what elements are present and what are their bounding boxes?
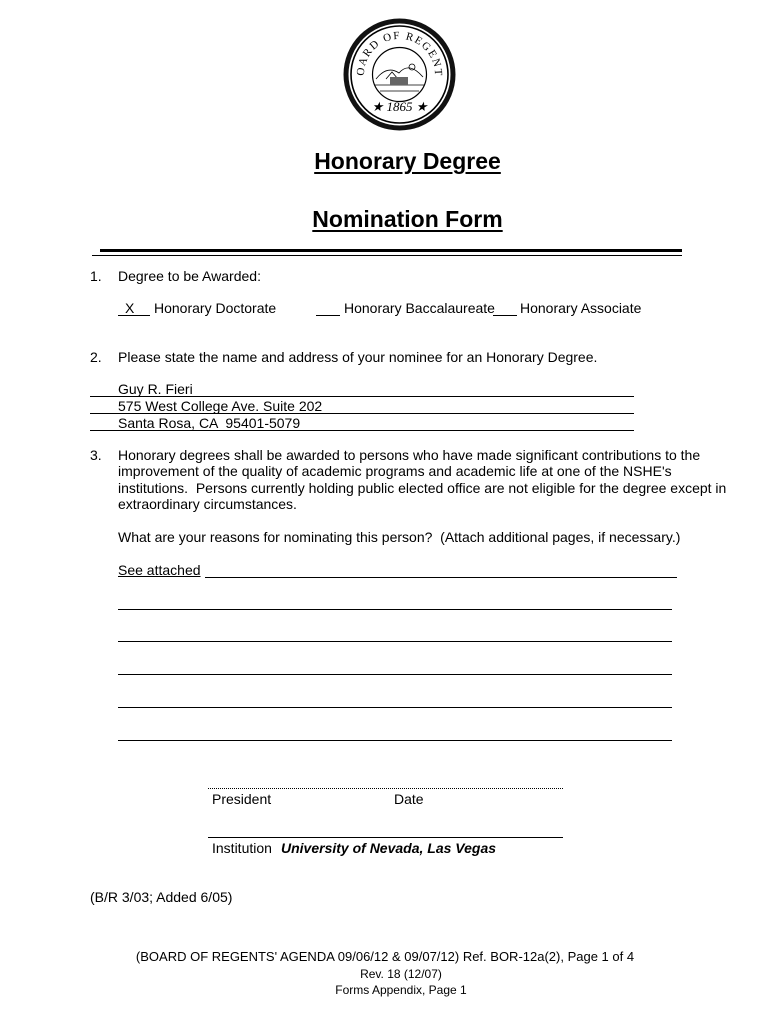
title-divider-thick <box>100 249 682 252</box>
q1-number: 1. <box>90 268 102 284</box>
q3-number: 3. <box>90 447 102 463</box>
option-doctorate-label: Honorary Doctorate <box>154 300 277 316</box>
q3-paragraph-line4: extraordinary circumstances. <box>118 496 297 512</box>
q3-paragraph-line3: institutions. Persons currently holding public elected office are not eligible for the degree except in <box>118 480 727 496</box>
option-honorary-doctorate[interactable] <box>118 300 298 318</box>
nominee-line-2 <box>90 413 634 414</box>
reasons-line-2[interactable] <box>118 609 672 610</box>
revision-note: (B/R 3/03; Added 6/05) <box>90 889 233 905</box>
institution-line[interactable] <box>208 837 563 838</box>
nominee-line-3 <box>90 430 634 431</box>
nominee-name[interactable]: Guy R. Fieri <box>118 381 193 397</box>
reasons-line-5[interactable] <box>118 707 672 708</box>
option-honorary-associate[interactable] <box>493 300 653 318</box>
president-signature-line[interactable] <box>208 788 563 789</box>
option-associate-blank[interactable] <box>493 300 517 316</box>
option-associate-label: Honorary Associate <box>520 300 642 316</box>
institution-label: Institution <box>212 840 272 856</box>
svg-text:BOARD OF REGENTS: OARD OF REGENT <box>354 29 445 78</box>
footer-agenda: (BOARD OF REGENTS' AGENDA 09/06/12 & 09/07/12) Ref. BOR-12a(2), Page 1 of 4 <box>135 949 635 964</box>
option-doctorate-mark: X <box>125 300 135 316</box>
board-of-regents-seal <box>342 17 457 132</box>
date-label: Date <box>394 791 424 807</box>
option-honorary-baccalaureate[interactable] <box>316 300 516 318</box>
footer-revision: Rev. 18 (12/07) <box>360 967 442 981</box>
reasons-answer[interactable]: See attached <box>118 562 201 578</box>
q2-label: Please state the name and address of your nominee for an Honorary Degree. <box>118 349 598 365</box>
form-title-line1: Honorary Degree <box>314 148 501 174</box>
option-baccalaureate-blank[interactable] <box>316 300 340 316</box>
reasons-line-1 <box>205 577 677 578</box>
q3-question: What are your reasons for nominating this person? (Attach additional pages, if necessary.) <box>118 529 681 545</box>
footer-appendix: Forms Appendix, Page 1 <box>335 983 467 997</box>
nominee-street[interactable]: 575 West College Ave. Suite 202 <box>118 398 323 414</box>
president-label: President <box>212 791 272 807</box>
reasons-line-4[interactable] <box>118 674 672 675</box>
form-title-line2: Nomination Form <box>312 206 503 232</box>
nominee-line-1 <box>90 396 634 397</box>
option-baccalaureate-label: Honorary Baccalaureate <box>344 300 495 316</box>
institution-value[interactable]: University of Nevada, Las Vegas <box>281 840 497 856</box>
reasons-line-6[interactable] <box>118 740 672 741</box>
q3-paragraph-line2: improvement of the quality of academic programs and academic life at one of the NSHE's <box>118 463 672 479</box>
q1-label: Degree to be Awarded: <box>118 268 261 284</box>
q2-number: 2. <box>90 349 102 365</box>
reasons-line-3[interactable] <box>118 641 672 642</box>
title-divider-thin <box>92 255 682 256</box>
nominee-city[interactable]: Santa Rosa, CA 95401-5079 <box>118 415 301 431</box>
svg-text:★ 1865 ★: ★ 1865 ★ <box>371 99 428 114</box>
q3-paragraph-line1: Honorary degrees shall be awarded to persons who have made significant contributions to the <box>118 447 701 463</box>
